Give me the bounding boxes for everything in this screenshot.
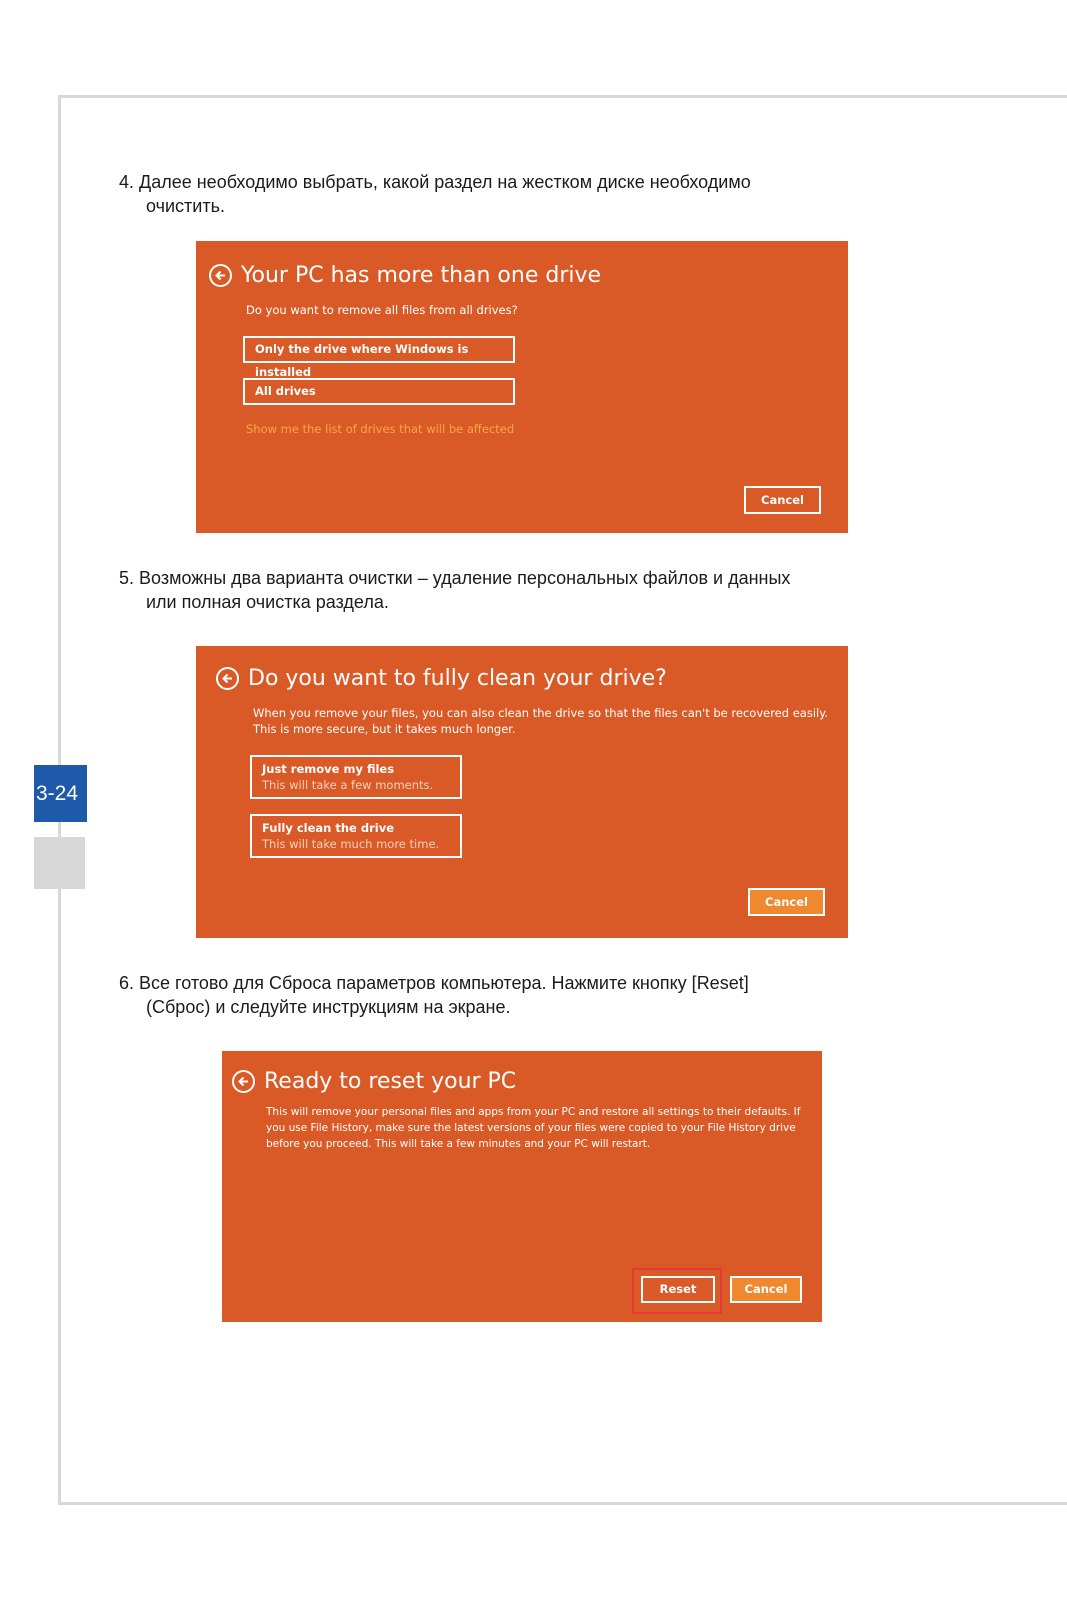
option-label: Only the drive where Windows is installed: [255, 342, 469, 379]
fully-clean-drive-button[interactable]: [250, 814, 462, 858]
all-drives-button[interactable]: [243, 378, 515, 405]
option-label: All drives: [255, 384, 316, 398]
reset-description-line1: This will remove your personal files and apps from your PC and restore all settings to their defaults. If: [266, 1106, 801, 1118]
page-number-tab: 3-24: [34, 765, 87, 822]
step-5-line2: или полная очистка раздела.: [146, 592, 389, 612]
clean-description-line2: This is more secure, but it takes much longer.: [253, 722, 516, 736]
reset-button[interactable]: Reset: [641, 1276, 715, 1303]
step-6-line1: 6. Все готово для Сброса параметров компьютера. Нажмите кнопку [Reset]: [119, 973, 749, 993]
only-windows-drive-button[interactable]: [243, 336, 515, 379]
just-remove-files-button[interactable]: [250, 755, 462, 799]
dialog-ready-reset-title: [232, 1069, 516, 1094]
cancel-button[interactable]: Cancel: [748, 888, 825, 916]
dialog-multiple-drives-title: [209, 263, 601, 288]
back-arrow-icon[interactable]: [232, 1070, 255, 1093]
reset-description-line2: you use File History, make sure the latest versions of your files were copied to your File History drive: [266, 1122, 796, 1134]
dialog-clean-drive-title: [216, 666, 667, 691]
option-title: Fully clean the drive: [262, 821, 394, 835]
clean-description: [253, 705, 828, 737]
step-4-line1: 4. Далее необходимо выбрать, какой раздел на жестком диске необходимо: [119, 172, 751, 192]
option-title: Just remove my files: [262, 762, 395, 776]
step-5-text: [119, 566, 919, 614]
dialog-multiple-drives: [196, 241, 848, 533]
cancel-button[interactable]: Cancel: [730, 1276, 802, 1303]
clean-description-line1: When you remove your files, you can also clean the drive so that the files can't be recovered easily.: [253, 706, 829, 720]
dialog-clean-drive: [196, 646, 848, 938]
back-arrow-icon[interactable]: [216, 667, 239, 690]
dialog-title-text: Ready to reset your PC: [264, 1069, 517, 1094]
step-6-line2: (Сброс) и следуйте инструкциям на экране.: [146, 997, 511, 1017]
reset-description-line3: before you proceed. This will take a few minutes and your PC will restart.: [266, 1138, 651, 1150]
cancel-button[interactable]: Cancel: [744, 486, 821, 514]
option-subtitle: This will take a few moments.: [262, 778, 434, 792]
step-4-text: [119, 170, 919, 218]
dialog-ready-reset: [222, 1051, 822, 1322]
step-5-line1: 5. Возможны два варианта очистки – удаление персональных файлов и данных: [119, 568, 791, 588]
option-subtitle: This will take much more time.: [262, 837, 440, 851]
step-6-text: [119, 971, 919, 1019]
drives-question: Do you want to remove all files from all drives?: [246, 303, 518, 317]
show-drives-link[interactable]: Show me the list of drives that will be affected: [246, 422, 515, 436]
back-arrow-icon[interactable]: [209, 264, 232, 287]
dialog-title-text: Do you want to fully clean your drive?: [248, 666, 667, 691]
step-4-line2: очистить.: [146, 196, 225, 216]
reset-description: [266, 1104, 800, 1152]
page-tab-decoration: [34, 837, 85, 889]
dialog-title-text: Your PC has more than one drive: [241, 263, 602, 288]
